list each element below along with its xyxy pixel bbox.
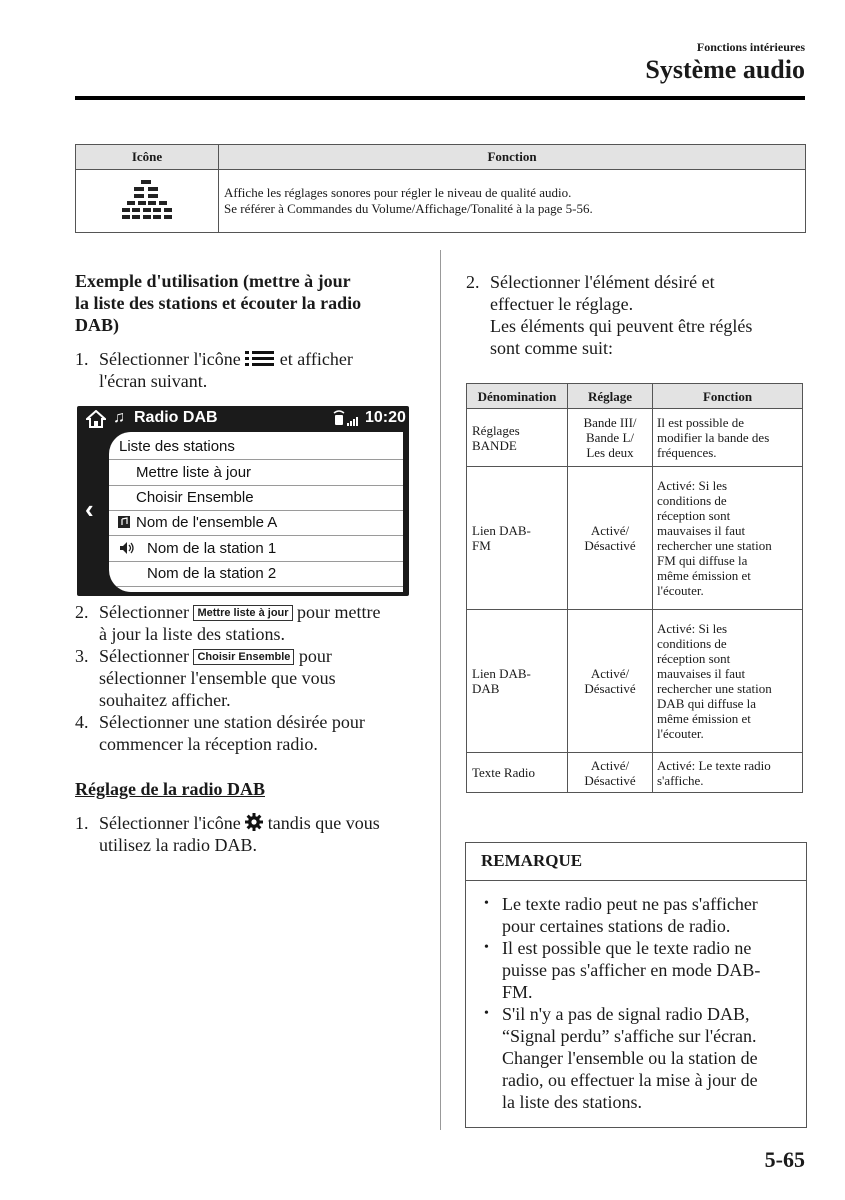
header-rule [75, 96, 805, 100]
screen-row-update-list[interactable]: Mettre liste à jour [109, 460, 403, 486]
equalizer-icon [122, 178, 172, 220]
ensemble-icon [118, 516, 130, 528]
list-icon [245, 350, 275, 366]
screen-menu-list [109, 432, 403, 592]
table-row: Réglages BANDE Bande III/ Bande L/ Les deux Il est possible de modifier la bande des fréquences. [467, 409, 803, 467]
screen-row-choose-ensemble[interactable]: Choisir Ensemble [109, 485, 403, 511]
table-row: Lien DAB- FM Activé/ Désactivé Activé: Si les conditions de réception sont mauvaises il faut rechercher une station FM qui diffuse la même émission et l'écouter. [467, 467, 803, 610]
screen-title: Radio DAB [134, 409, 218, 426]
example-step-4: 4. Sélectionner une station désirée pour commencer la réception radio. [75, 712, 365, 754]
screen-row-station-1[interactable]: Nom de la station 1 [109, 536, 403, 562]
col-header-icon: Icône [76, 145, 219, 170]
page-number: 5-65 [764, 1147, 805, 1172]
screen-row-station-2[interactable]: Nom de la station 2 [109, 561, 403, 587]
column-divider [440, 250, 441, 1130]
radio-dab-screen [77, 406, 409, 596]
example-step-1: 1. Sélectionner l'icône et afficher l'écran suivant. [75, 349, 353, 391]
col-header-setting: Réglage [568, 384, 653, 409]
table-row: Texte Radio Activé/ Désactivé Activé: Le texte radio s'affiche. [467, 753, 803, 793]
col-header-function: Fonction [653, 384, 803, 409]
icon-cell [76, 170, 219, 233]
back-chevron-icon[interactable]: ‹ [85, 494, 94, 524]
choose-ensemble-button-ref: Choisir Ensemble [193, 649, 294, 665]
update-list-button-ref: Mettre liste à jour [193, 605, 292, 621]
dab-step-2: 2. Sélectionner l'élément désiré et effectuer le réglage. Les éléments qui peuvent être réglés sont comme suit: [466, 272, 753, 358]
note-item: • Le texte radio peut ne pas s'afficher pour certaines stations de radio. [484, 894, 758, 936]
note-item: • S'il n'y a pas de signal radio DAB, “Signal perdu” s'affiche sur l'écran. Changer l'ensemble ou la station de radio, ou effectuer la mise à jour de la liste des stations. [484, 1004, 758, 1112]
dab-settings-heading: Réglage de la radio DAB [75, 779, 265, 799]
col-header-function: Fonction [219, 145, 806, 170]
screen-status-bar [77, 406, 409, 432]
screen-row-station-list[interactable]: Liste des stations [109, 434, 403, 460]
gear-icon [245, 813, 263, 831]
note-title: REMARQUE [466, 843, 806, 881]
example-step-2: 2. Sélectionner Mettre liste à jour pour mettre à jour la liste des stations. [75, 602, 381, 644]
col-header-name: Dénomination [467, 384, 568, 409]
note-item: • Il est possible que le texte radio ne puisse pas s'afficher en mode DAB- FM. [484, 938, 761, 1002]
example-step-3: 3. Sélectionner Choisir Ensemble pour sélectionner l'ensemble que vous souhaitez afficher. [75, 646, 336, 710]
icon-description: Affiche les réglages sonores pour régler le niveau de qualité audio. Se référer à Commandes du Volume/Affichage/Tonalité à la page 5-56. [219, 170, 806, 233]
speaker-icon [119, 541, 135, 555]
example-heading: Exemple d'utilisation (mettre à jour la liste des stations et écouter la radio DAB) [75, 271, 362, 335]
home-icon[interactable] [86, 410, 106, 428]
dab-settings-table [466, 383, 803, 793]
note-box [465, 842, 807, 1128]
screen-row-ensemble-a[interactable]: Nom de l'ensemble A [109, 510, 403, 536]
signal-icon [332, 410, 362, 428]
running-header: Fonctions intérieures [696, 40, 805, 54]
table-row: Lien DAB- DAB Activé/ Désactivé Activé: Si les conditions de réception sont mauvaises il faut rechercher une station DAB qui diffuse la même émission et l'écouter. [467, 610, 803, 753]
screen-time: 10:20 [365, 409, 406, 426]
music-note-icon: ♫ [113, 409, 125, 426]
icon-function-table [75, 144, 806, 233]
page-title: Système audio [645, 55, 805, 84]
dab-step-1: 1. Sélectionner l'icône tandis que vous utilisez la radio DAB. [75, 813, 380, 855]
